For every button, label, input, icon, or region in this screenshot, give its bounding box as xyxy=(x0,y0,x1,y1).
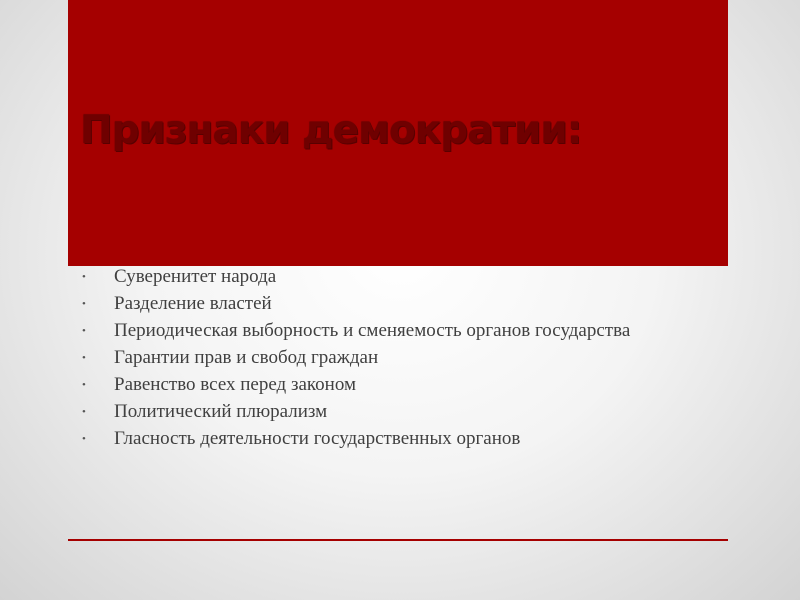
bullet-dot-icon: • xyxy=(82,325,86,337)
list-item xyxy=(82,374,702,396)
list-item-text: Разделение властей xyxy=(114,293,272,314)
list-item-text: Суверенитет народа xyxy=(114,266,277,287)
list-item xyxy=(82,428,702,450)
bullet-dot-icon: • xyxy=(82,406,86,418)
bullet-dot-icon: • xyxy=(82,379,86,391)
bullet-dot-icon: • xyxy=(82,298,86,310)
bullet-dot-icon: • xyxy=(82,433,86,445)
list-item-text: Равенство всех перед законом xyxy=(114,374,356,395)
slide-title: Признаки демократии: xyxy=(80,108,582,153)
footer-divider xyxy=(68,539,728,541)
list-item-text: Гласность деятельности государственных органов xyxy=(114,428,521,449)
list-item-text: Политический плюрализм xyxy=(114,401,328,422)
list-item-text: Периодическая выборность и сменяемость органов государства xyxy=(114,320,631,341)
bullet-dot-icon: • xyxy=(82,352,86,364)
list-item xyxy=(82,320,702,342)
list-item xyxy=(82,266,702,288)
bullet-dot-icon: • xyxy=(82,271,86,283)
title-banner xyxy=(68,0,728,266)
list-item xyxy=(82,293,702,315)
list-item xyxy=(82,347,702,369)
list-item xyxy=(82,401,702,423)
list-item-text: Гарантии прав и свобод граждан xyxy=(114,347,379,368)
bullet-list xyxy=(82,266,702,455)
